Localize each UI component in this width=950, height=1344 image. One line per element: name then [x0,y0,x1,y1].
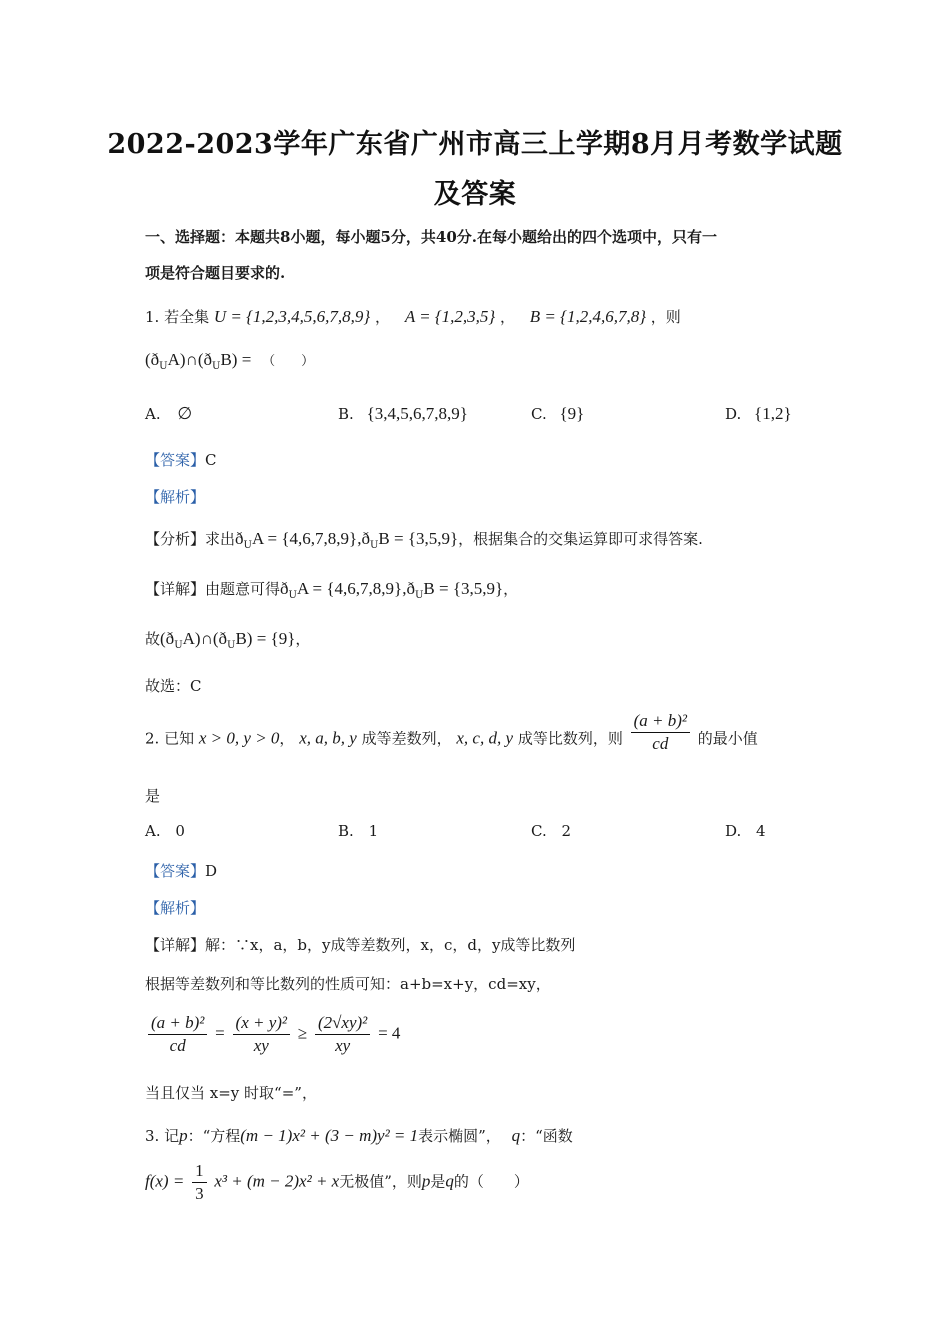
q2-option-d-label: D. [725,822,742,840]
q1-conclusion [145,628,310,651]
q1-option-d-label: D. [725,405,742,423]
q3-function-tail: 无极值”，则 [339,1172,422,1191]
q1-gu-sub-1: U [174,640,183,651]
q3-equation: (m − 1)x² + (3 − m)y² = 1 [240,1126,419,1145]
q1-fenxi-pre: 求出 [205,530,236,548]
q1-detail-sub-1: U [288,590,297,601]
q1-expr-part1: (ð [145,350,160,369]
q3-p-tail: 表示椭圆”， [418,1127,501,1145]
q2-seq-geo: x, c, d, y [456,728,514,748]
q1-set-b: B = {1,2,4,6,7,8} [529,307,646,326]
q1-option-c-label: C. [531,405,547,423]
q2-ineq-frac1 [148,1012,207,1057]
q1-set-a: A = {1,2,3,5} [404,307,496,326]
q2-answer [145,860,217,881]
q1-set-u: U = {1,2,3,4,5,6,7,8,9} [213,307,371,326]
q2-seq-arith: x, a, b, y [299,728,357,748]
q2-fraction-den: cd [652,734,669,753]
q1-option-c-value: {9} [559,404,585,423]
q2-ineq-frac3-den: xy [335,1036,351,1055]
q1-fenxi-sub-2: U [369,540,379,551]
q3-p: p [179,1126,188,1145]
q1-gu-sub-2: U [227,640,236,651]
q1-detail-pre: 由题意可得 [205,580,281,598]
q2-ineq-frac2-den: xy [253,1036,269,1055]
q2-fraction-num: (a + b)² [631,710,690,733]
q2-analysis-tag: 【解析】 [145,899,206,917]
q1-option-a-value: ∅ [177,404,193,423]
section-header-line2: 项是符合题目要求的. [145,264,286,282]
q1-gu-end: B) = {9} [235,629,296,648]
q2-equality-condition: 当且仅当 x=y 时取“=”， [145,1084,317,1102]
q2-answer-value: D [205,862,218,880]
document-title-line2: 及答案 [433,179,517,210]
q3-is: 是 [430,1172,446,1191]
q2-option-c-value: 2 [561,822,572,840]
q1-answer-paren: （ ） [262,354,315,369]
q3-p-text: ：“方程 [187,1127,241,1145]
q2-property: 根据等差数列和等比数列的性质可知：a+b=x+y，cd=xy， [145,975,551,993]
q2-mid3: 成等比数列，则 [517,729,623,748]
q1-detail-comp-b: B = {3,5,9} [423,579,504,598]
q2-detail-text: 解：∵x，a，b，y成等差数列，x，c，d，y成等比数列 [205,936,576,954]
q3-function-right: x³ + (m − 2)x² + x [214,1171,340,1191]
q2-condition: x > 0, y > 0 [198,728,280,748]
q2-ineq-frac3 [315,1012,370,1057]
q2-option-a-value: 0 [175,822,185,840]
q1-option-b-label: B. [338,405,354,423]
q2-inequality [145,1012,400,1057]
q2-ineq-eq2: = 4 [378,1023,401,1043]
document-title-line1: 2022-2023学年广东省广州市高三上学期8月月考数学试题 [107,129,843,160]
q1-option-d-value: {1,2} [754,404,792,423]
q1-gu-pre: 故 [145,630,161,648]
section-header-line1: 一、选择题：本题共8小题，每小题5分，共40分.在每小题给出的四个选项中，只有一 [145,228,717,246]
q2-tail-2: 是 [145,787,161,805]
q2-ineq-frac1-num: (a + b)² [148,1012,207,1035]
q3-q-ref: q [445,1171,454,1191]
q1-detail-sub-2: U [414,590,424,601]
q1-detail-comp: ð [280,579,289,598]
q1-fenxi-tag: 【分析】 [145,530,206,548]
q1-expr-part2: A)∩(ð [167,350,212,369]
q3-p-ref: p [421,1171,431,1191]
q1-fenxi-sub-1: U [243,540,252,551]
q1-fenxi [145,528,703,551]
q2-option-b-value: 1 [368,822,379,840]
q3-prefix: 3. 记 [145,1127,180,1145]
q1-answer [145,449,217,470]
q2-detail [145,934,575,955]
q2-stem [145,711,758,755]
q1-detail-tag: 【详解】 [145,580,206,598]
q1-option-a-label: A. [145,405,161,423]
q1-analysis-tag: 【解析】 [145,488,206,506]
q1-sub-u-2: U [212,361,221,372]
q1-stem: 1. 若全集 U = {1,2,3,4,5,6,7,8,9} ， A = {1,2,3,5} ， B = {1,2,4,6,7,8} ，则 [145,307,681,326]
q2-prefix: 2. 已知 [145,729,195,748]
q1-expression [145,350,314,372]
q1-option-d [725,404,792,424]
q1-detail [145,578,518,601]
q2-option-c [531,822,571,840]
q1-then: ，则 [650,308,681,326]
q2-option-d-value: 4 [756,822,766,840]
q1-answer-tag: 【答案】 [145,451,206,469]
q2-answer-tag: 【答案】 [145,862,206,880]
q2-mid2: 成等差数列， [361,729,452,748]
q2-ineq-eq1: = [215,1023,225,1043]
q3-of: 的（ ） [453,1172,529,1191]
q2-detail-tag: 【详解】 [145,936,206,954]
q2-mid1: ， [279,729,295,748]
q1-sub-u-1: U [159,361,168,372]
q1-expr-part3: B) = [220,350,252,369]
q2-option-b [338,822,378,840]
q1-option-b-value: {3,4,5,6,7,8,9} [366,404,468,423]
q2-tail: 的最小值 [697,729,758,748]
q1-option-b [338,404,468,424]
q2-option-b-label: B. [338,822,354,840]
q1-fenxi-comp: ð [235,529,244,548]
q1-select: 故选：C [145,677,202,695]
q1-option-a [145,404,192,424]
q1-fenxi-post: ，根据集合的交集运算即可求得答案. [458,530,703,548]
q3-q-text: ：“函数 [520,1127,573,1145]
q1-detail-comp-a: A = {4,6,7,8,9},ð [296,579,415,598]
q2-ineq-frac3-num: (2√xy)² [315,1012,370,1035]
q1-answer-value: C [205,451,217,469]
q1-gu-expr: (ð [160,629,175,648]
q1-gu-post: ， [295,630,311,648]
q3-function-left: f(x) = [145,1171,185,1191]
q3-function-frac [192,1160,207,1205]
q3-stem-line2 [145,1160,529,1205]
q3-q: q [511,1126,521,1145]
q2-option-a [145,822,185,840]
q2-fraction [631,710,690,755]
q1-fenxi-comp-a: A = {4,6,7,8,9},ð [251,529,370,548]
q1-option-c [531,404,584,424]
q2-option-c-label: C. [531,822,547,840]
q2-ineq-frac2 [233,1012,290,1057]
q3-stem-line1 [145,1125,573,1146]
q2-ineq-ge: ≥ [297,1023,308,1043]
q2-ineq-frac1-den: cd [169,1036,186,1055]
q2-ineq-frac2-num: (x + y)² [233,1012,290,1035]
q1-gu-mid: A)∩(ð [182,629,228,648]
q1-detail-post: ， [503,580,519,598]
q3-function-frac-num: 1 [192,1160,207,1183]
q3-function-frac-den: 3 [195,1184,204,1203]
q2-option-a-label: A. [145,822,161,840]
q1-prefix: 1. 若全集 [145,308,210,326]
q1-fenxi-comp-b: B = {3,5,9} [378,529,459,548]
q2-option-d [725,822,766,840]
